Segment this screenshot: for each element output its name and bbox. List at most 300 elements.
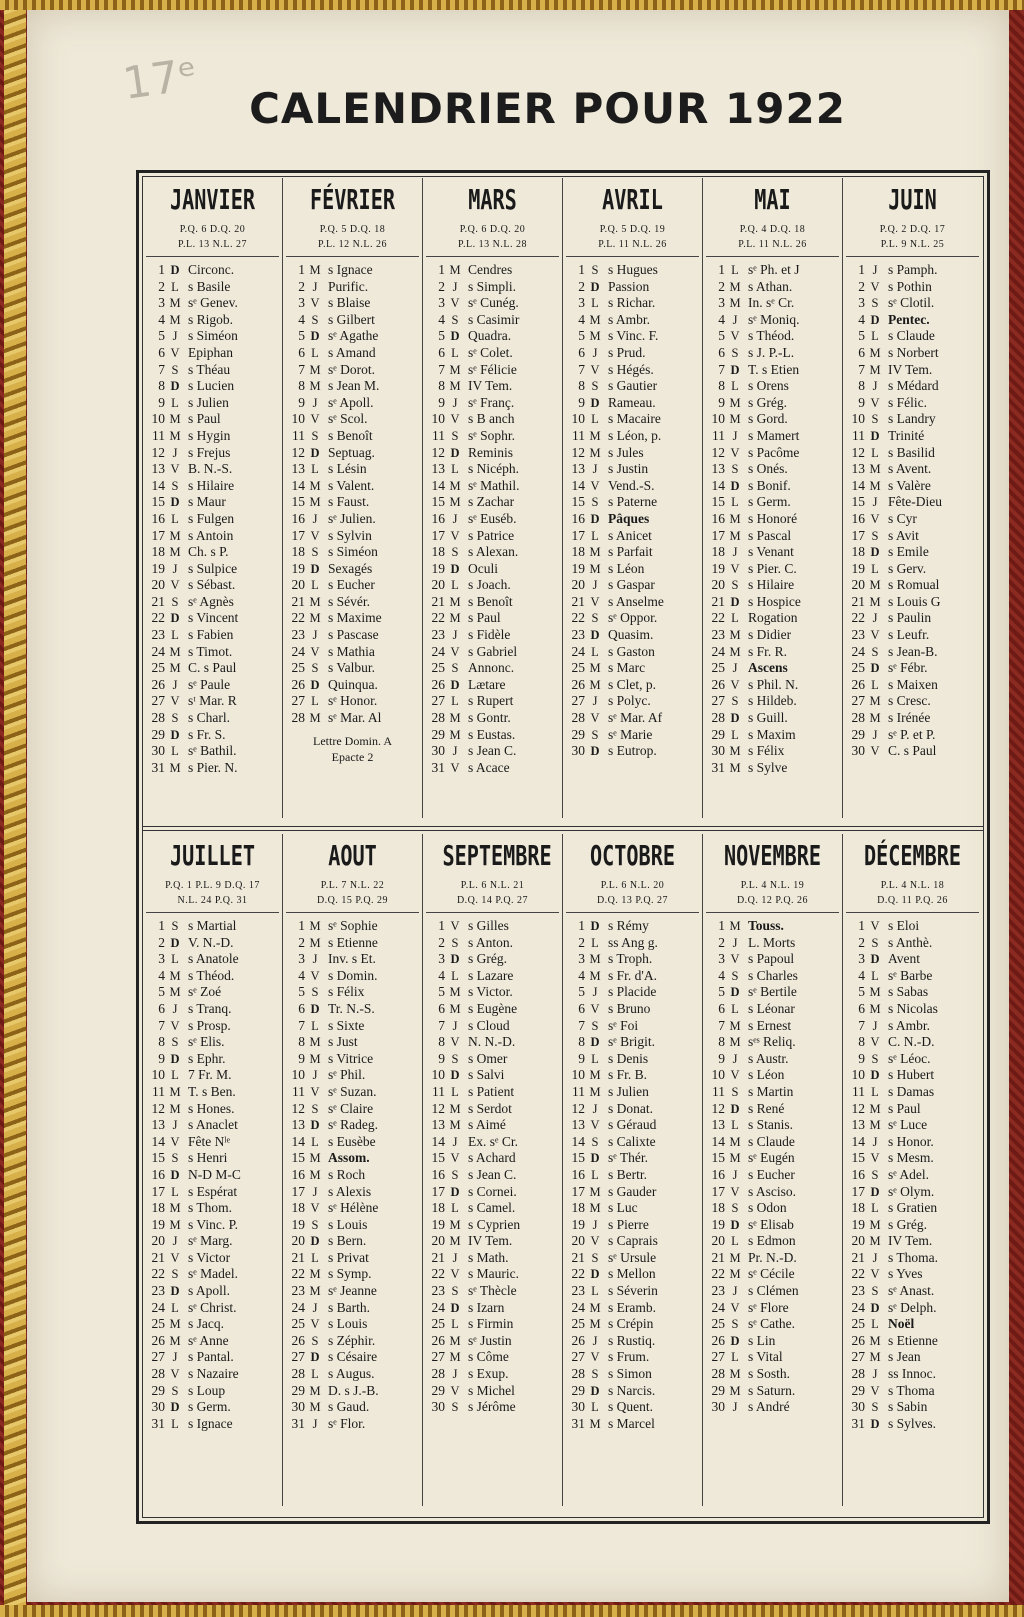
day-row: [423, 1366, 562, 1383]
saint-name: s Jules: [608, 444, 644, 460]
day-row: [843, 1184, 982, 1201]
day-number: 3: [438, 295, 445, 311]
weekday-letter: V: [170, 694, 180, 709]
weekday-letter: M: [729, 1134, 741, 1149]
weekday-letter: D: [730, 594, 740, 609]
day-number: 3: [858, 295, 865, 311]
moon-phases: P.L. 13 N.L. 28: [458, 239, 527, 250]
saint-name: s Michel: [468, 1382, 515, 1398]
saint-name: sᵉ Suzan.: [328, 1083, 377, 1099]
day-row: [283, 951, 422, 968]
day-number: 19: [151, 1216, 165, 1232]
day-row: [143, 1383, 282, 1400]
day-number: 20: [431, 577, 445, 593]
weekday-letter: L: [451, 1201, 459, 1216]
saint-name: s René: [748, 1100, 785, 1116]
saint-name: Quinqua.: [328, 676, 378, 692]
day-number: 28: [711, 710, 725, 726]
day-row: [703, 1001, 842, 1018]
day-row: [703, 760, 842, 777]
saint-name: sᵉ Félicie: [468, 361, 517, 377]
weekday-letter: V: [590, 362, 600, 377]
day-number: 22: [431, 1266, 445, 1282]
saint-name: s Nicéph.: [468, 461, 519, 477]
day-row: [143, 1233, 282, 1250]
day-number: 9: [438, 394, 445, 410]
weekday-letter: L: [451, 1084, 459, 1099]
saint-name: s Léon, p.: [608, 427, 662, 443]
day-number: 7: [158, 361, 165, 377]
day-row: [423, 1283, 562, 1300]
saint-name: sᵉ Zoé: [188, 984, 222, 1000]
saint-name: s Louis G: [888, 593, 941, 609]
weekday-letter: M: [589, 445, 601, 460]
day-row: [283, 295, 422, 312]
saint-name: s Venant: [748, 544, 794, 560]
weekday-letter: D: [450, 1068, 460, 1083]
day-number: 13: [711, 1117, 725, 1133]
day-row: [283, 1283, 422, 1300]
weekday-letter: D: [730, 1217, 740, 1232]
saint-name: sᵉ Brigit.: [608, 1034, 655, 1050]
weekday-letter: M: [589, 1201, 601, 1216]
day-number: 27: [291, 693, 305, 709]
saint-name: sᵉ Julien.: [328, 510, 376, 526]
day-row: [703, 935, 842, 952]
day-row: [563, 1250, 702, 1267]
saint-name: s Frum.: [608, 1349, 650, 1365]
day-number: 26: [431, 1332, 445, 1348]
day-row: [843, 935, 982, 952]
day-row: [563, 984, 702, 1001]
weekday-letter: M: [449, 1217, 461, 1232]
weekday-letter: M: [169, 644, 181, 659]
day-row: [423, 1266, 562, 1283]
weekday-letter: D: [170, 727, 180, 742]
day-number: 27: [571, 693, 585, 709]
weekday-letter: J: [312, 279, 318, 294]
day-number: 17: [291, 527, 305, 543]
day-number: 19: [851, 560, 865, 576]
saint-name: s Ambr.: [888, 1017, 931, 1033]
weekday-letter: D: [870, 661, 880, 676]
saint-name: sᵉ Thècle: [468, 1283, 517, 1299]
saint-name: s Papoul: [748, 951, 795, 967]
weekday-letter: M: [449, 985, 461, 1000]
day-number: 13: [151, 461, 165, 477]
weekday-letter: J: [312, 1068, 318, 1083]
saint-name: s Anton.: [468, 934, 514, 950]
day-number: 15: [291, 1150, 305, 1166]
day-number: 29: [851, 726, 865, 742]
weekday-letter: M: [449, 1333, 461, 1348]
saint-name: sᵉ Léoc.: [888, 1050, 931, 1066]
day-number: 16: [151, 1166, 165, 1182]
day-row: [843, 1399, 982, 1416]
day-number: 9: [158, 1050, 165, 1066]
saint-name: s Léonar: [748, 1000, 795, 1016]
weekday-letter: M: [589, 1416, 601, 1431]
day-number: 7: [158, 1017, 165, 1033]
day-number: 9: [858, 394, 865, 410]
day-number: 23: [571, 1283, 585, 1299]
saint-name: s Landry: [888, 411, 936, 427]
weekday-letter: J: [592, 345, 598, 360]
weekday-letter: L: [451, 462, 459, 477]
day-number: 18: [291, 1200, 305, 1216]
day-row: [423, 362, 562, 379]
day-row: [143, 627, 282, 644]
weekday-letter: D: [450, 561, 460, 576]
day-number: 30: [711, 743, 725, 759]
half-year-separator: [142, 826, 984, 827]
weekday-letter: L: [591, 1051, 599, 1066]
day-row: [703, 1101, 842, 1118]
day-number: 14: [711, 1133, 725, 1149]
saint-name: sᵉ Genev.: [188, 295, 238, 311]
weekday-letter: S: [871, 1167, 879, 1182]
day-row: [703, 693, 842, 710]
saint-name: s Mathia: [328, 643, 375, 659]
saint-name: s Orens: [748, 378, 789, 394]
day-number: 28: [291, 1366, 305, 1382]
saint-name: 7 Fr. M.: [188, 1067, 232, 1083]
saint-name: s Hégés.: [608, 361, 654, 377]
weekday-letter: M: [729, 1151, 741, 1166]
saint-name: sᵉ Scol.: [328, 411, 368, 427]
day-row: [703, 328, 842, 345]
day-number: 22: [431, 610, 445, 626]
weekday-letter: J: [172, 677, 178, 692]
moon-phases: P.Q. 5 D.Q. 19: [599, 224, 666, 235]
weekday-letter: V: [310, 412, 320, 427]
saint-name: s Sylvin: [328, 527, 372, 543]
saint-name: sᵉ Adel.: [888, 1166, 929, 1182]
day-row: [843, 693, 982, 710]
saint-name: s Phil. N.: [748, 676, 799, 692]
day-row: [563, 1283, 702, 1300]
saint-name: s Vinc. F.: [608, 328, 659, 344]
weekday-letter: V: [310, 296, 320, 311]
day-row: [843, 1300, 982, 1317]
month-janvier: [143, 178, 283, 818]
weekday-letter: M: [449, 495, 461, 510]
day-number: 15: [151, 494, 165, 510]
weekday-letter: M: [309, 935, 321, 950]
weekday-letter: V: [730, 329, 740, 344]
day-number: 11: [572, 1083, 585, 1099]
day-row: [703, 1366, 842, 1383]
day-row: [143, 1300, 282, 1317]
saint-name: D. s J.-B.: [328, 1382, 379, 1398]
saint-name: s B anch: [468, 411, 515, 427]
saint-name: s Tranq.: [188, 1000, 232, 1016]
day-number: 16: [431, 510, 445, 526]
day-row: [563, 1300, 702, 1317]
day-row: [283, 1034, 422, 1051]
weekday-letter: M: [869, 362, 881, 377]
moon-phases: P.L. 4 N.L. 19: [740, 880, 805, 891]
day-row: [283, 328, 422, 345]
day-row: [563, 727, 702, 744]
saint-name: sᵉ Justin: [468, 1332, 512, 1348]
day-row: [843, 1051, 982, 1068]
day-row: [563, 1266, 702, 1283]
day-number: 2: [718, 278, 725, 294]
day-row: [423, 627, 562, 644]
day-row: [563, 627, 702, 644]
day-row: [143, 461, 282, 478]
saint-name: s Math.: [468, 1249, 509, 1265]
weekday-letter: J: [592, 985, 598, 1000]
weekday-letter: D: [870, 1068, 880, 1083]
saint-name: s Fabien: [188, 627, 234, 643]
day-number: 8: [578, 378, 585, 394]
weekday-letter: M: [869, 711, 881, 726]
day-row: [843, 262, 982, 279]
day-row: [843, 727, 982, 744]
day-row: [283, 461, 422, 478]
weekday-letter: M: [729, 644, 741, 659]
saint-name: s Charles: [748, 967, 798, 983]
day-row: [283, 494, 422, 511]
weekday-letter: M: [309, 1167, 321, 1182]
day-row: [423, 693, 562, 710]
day-number: 16: [571, 1166, 585, 1182]
day-number: 31: [291, 1415, 305, 1431]
saint-name: Passion: [608, 278, 650, 294]
day-row: [563, 395, 702, 412]
weekday-letter: M: [729, 1035, 741, 1050]
weekday-letter: D: [590, 511, 600, 526]
day-number: 13: [291, 1117, 305, 1133]
saint-name: s Justin: [608, 461, 649, 477]
saint-name: s Macaire: [608, 411, 661, 427]
day-number: 5: [438, 328, 445, 344]
day-row: [563, 1101, 702, 1118]
day-number: 26: [291, 676, 305, 692]
weekday-letter: J: [452, 1134, 458, 1149]
day-number: 19: [291, 1216, 305, 1232]
day-number: 27: [151, 1349, 165, 1365]
day-row: [143, 1416, 282, 1433]
day-row: [283, 1184, 422, 1201]
saint-name: s Pothin: [888, 278, 932, 294]
weekday-letter: S: [731, 345, 739, 360]
moon-phases: P.L. 12 N.L. 26: [318, 239, 387, 250]
day-number: 24: [571, 643, 585, 659]
day-number: 15: [291, 494, 305, 510]
day-row: [423, 1134, 562, 1151]
day-row: [703, 951, 842, 968]
weekday-letter: L: [451, 694, 459, 709]
day-number: 10: [851, 1067, 865, 1083]
day-row: [143, 1150, 282, 1167]
day-row: [283, 1383, 422, 1400]
day-row: [283, 627, 422, 644]
day-number: 12: [291, 444, 305, 460]
saint-name: s Caprais: [608, 1233, 658, 1249]
weekday-letter: L: [311, 345, 319, 360]
saint-name: s Rigob.: [188, 311, 234, 327]
saint-name: s Paterne: [608, 494, 658, 510]
day-number: 3: [578, 295, 585, 311]
saint-name: s Victor.: [468, 984, 513, 1000]
day-number: 4: [858, 311, 865, 327]
weekday-letter: S: [311, 545, 319, 560]
weekday-letter: M: [869, 578, 881, 593]
saint-name: s Emile: [888, 544, 929, 560]
day-row: [843, 494, 982, 511]
saint-name: sᵉ Foi: [608, 1017, 639, 1033]
day-number: 15: [711, 494, 725, 510]
saint-name: Ex. sᵉ Cr.: [468, 1133, 518, 1149]
day-number: 20: [291, 1233, 305, 1249]
weekday-letter: S: [871, 644, 879, 659]
day-number: 8: [298, 1034, 305, 1050]
weekday-letter: V: [170, 345, 180, 360]
weekday-letter: S: [171, 1383, 179, 1398]
saint-name: Trinité: [888, 427, 925, 443]
weekday-letter: M: [729, 528, 741, 543]
day-number: 5: [298, 328, 305, 344]
day-row: [283, 594, 422, 611]
weekday-letter: V: [590, 478, 600, 493]
dominical-letter: Lettre Domin. A: [313, 733, 392, 748]
saint-name: s Hospice: [748, 593, 801, 609]
day-number: 7: [718, 1017, 725, 1033]
day-number: 23: [151, 1283, 165, 1299]
saint-name: s Honoré: [748, 510, 798, 526]
day-row: [283, 1117, 422, 1134]
saint-name: s Cresc.: [888, 693, 931, 709]
month-septembre: [423, 834, 563, 1506]
day-number: 14: [431, 1133, 445, 1149]
weekday-letter: D: [310, 1001, 320, 1016]
weekday-letter: D: [450, 329, 460, 344]
weekday-letter: D: [170, 263, 180, 277]
day-row: [703, 1184, 842, 1201]
day-number: 11: [432, 1083, 445, 1099]
day-row: [423, 461, 562, 478]
day-row: [703, 362, 842, 379]
day-row: [143, 677, 282, 694]
weekday-letter: J: [452, 744, 458, 759]
header-rule: [146, 912, 279, 913]
weekday-letter: V: [170, 1367, 180, 1382]
saint-name: s Eugène: [468, 1000, 518, 1016]
weekday-letter: J: [872, 379, 878, 394]
saint-name: s Anselme: [608, 593, 664, 609]
weekday-letter: S: [451, 1167, 459, 1182]
saint-name: s Gaud.: [328, 1399, 370, 1415]
day-number: 14: [151, 477, 165, 493]
weekday-letter: M: [169, 985, 181, 1000]
moon-phases: P.Q. 2 D.Q. 17: [879, 224, 946, 235]
day-row: [843, 511, 982, 528]
saint-name: Rameau.: [608, 394, 656, 410]
saint-name: sᵉ Marie: [608, 726, 653, 742]
saint-name: s Jacq.: [188, 1316, 224, 1332]
day-row: [703, 1018, 842, 1035]
weekday-letter: D: [870, 545, 880, 560]
day-number: 11: [152, 1083, 165, 1099]
day-row: [423, 262, 562, 279]
saint-name: s Parfait: [608, 544, 653, 560]
day-number: 18: [291, 544, 305, 560]
saint-name: s Paul: [888, 1100, 921, 1116]
day-number: 3: [718, 295, 725, 311]
moon-phases: P.Q. 6 D.Q. 20: [459, 224, 526, 235]
day-number: 2: [158, 278, 165, 294]
saint-name: sᵉ Thér.: [608, 1150, 648, 1166]
day-row: [563, 693, 702, 710]
day-number: 28: [431, 710, 445, 726]
day-row: [423, 1399, 562, 1416]
saint-name: s Gilbert: [328, 311, 375, 327]
day-row: [143, 1051, 282, 1068]
day-row: [563, 1034, 702, 1051]
moon-phases: P.Q. 6 D.Q. 20: [179, 224, 246, 235]
day-number: 18: [431, 544, 445, 560]
weekday-letter: J: [172, 445, 178, 460]
weekday-letter: L: [311, 1134, 319, 1149]
day-row: [143, 279, 282, 296]
weekday-letter: J: [172, 1001, 178, 1016]
weekday-letter: M: [309, 1383, 321, 1398]
day-row: [703, 644, 842, 661]
saint-name: s Nicolas: [888, 1000, 938, 1016]
saint-name: s Thom.: [188, 1200, 233, 1216]
day-row: [843, 1283, 982, 1300]
day-number: 9: [438, 1050, 445, 1066]
day-number: 7: [578, 361, 585, 377]
day-row: [563, 677, 702, 694]
day-number: 31: [151, 759, 165, 775]
weekday-letter: J: [732, 1284, 738, 1299]
pencil-annotation: 17ᵉ: [119, 49, 201, 110]
saint-name: s Mamert: [748, 427, 800, 443]
day-number: 8: [858, 1034, 865, 1050]
weekday-letter: D: [590, 1151, 600, 1166]
day-row: [843, 660, 982, 677]
day-number: 5: [158, 984, 165, 1000]
day-number: 12: [431, 1100, 445, 1116]
day-row: [563, 1416, 702, 1433]
weekday-letter: M: [169, 296, 181, 311]
day-number: 31: [571, 1415, 585, 1431]
day-row: [703, 677, 842, 694]
day-row: [563, 345, 702, 362]
saint-name: V. N.-D.: [188, 934, 234, 950]
day-number: 25: [151, 1316, 165, 1332]
saint-name: s Joach.: [468, 577, 511, 593]
day-row: [143, 478, 282, 495]
weekday-letter: M: [449, 379, 461, 394]
weekday-letter: M: [589, 968, 601, 983]
day-number: 25: [711, 660, 725, 676]
day-row: [143, 577, 282, 594]
weekday-letter: V: [450, 760, 460, 775]
day-number: 1: [158, 918, 165, 933]
weekday-letter: V: [870, 1383, 880, 1398]
day-row: [843, 743, 982, 760]
weekday-letter: L: [171, 1184, 179, 1199]
day-number: 22: [571, 1266, 585, 1282]
day-number: 4: [858, 967, 865, 983]
weekday-letter: V: [730, 561, 740, 576]
day-row: [563, 968, 702, 985]
